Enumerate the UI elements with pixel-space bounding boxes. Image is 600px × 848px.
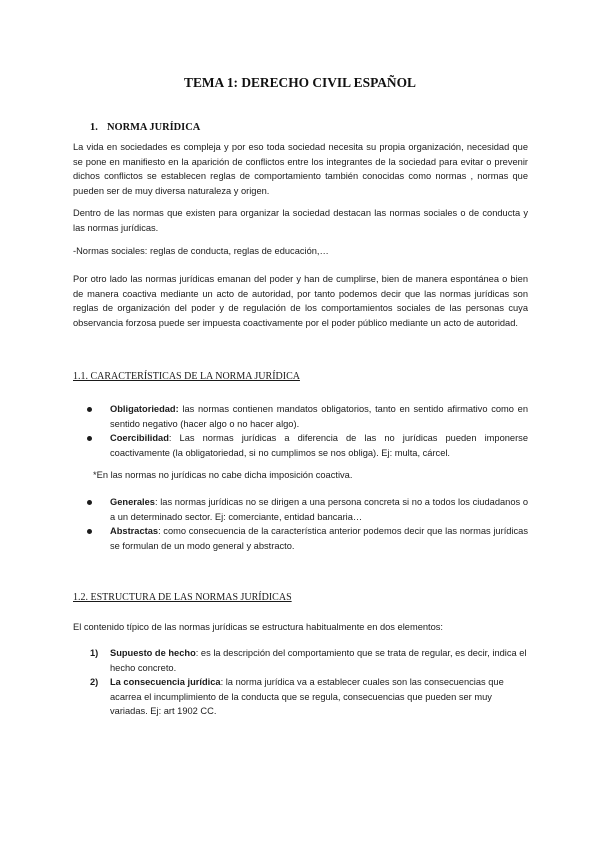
list-item-term: Generales: [110, 497, 155, 507]
subsection-heading-estructura: 1.2. ESTRUCTURA DE LAS NORMAS JURÍDICAS: [73, 592, 292, 603]
list-item-text: : como consecuencia de la característica anterior podemos decir que las normas jurídicas se formulan de un modo general y abstracto.: [110, 526, 528, 551]
bullet-icon: [87, 500, 92, 505]
paragraph-intro: La vida en sociedades es compleja y por eso toda sociedad necesita su propia organización, necesidad que se pone en manifiesto en la aparición de conflictos entre los integrantes de la sociedad para evitar o prevenir dichos conflictos se establecen reglas de comportamiento también conocidas como normas , normas que pueden ser de muy diversa naturaleza y origen.: [73, 142, 528, 196]
characteristics-list-b: [73, 495, 528, 553]
bullet-icon: [87, 407, 92, 412]
section-heading-text: NORMA JURÍDICA: [107, 122, 201, 133]
paragraph-structure-intro: El contenido típico de las normas jurídicas se estructura habitualmente en dos elementos:: [73, 622, 444, 632]
paragraph-social-norms: -Normas sociales: reglas de conducta, reglas de educación,…: [73, 246, 329, 256]
section-number: 1.: [90, 122, 98, 133]
list-item: [73, 524, 528, 553]
document-title: TEMA 1: DERECHO CIVIL ESPAÑOL: [184, 75, 416, 90]
list-item-term: Supuesto de hecho: [110, 648, 196, 658]
list-item: [73, 402, 528, 431]
list-item-marker: 1): [90, 648, 99, 658]
list-item: [73, 431, 528, 460]
paragraph-norms-types: Dentro de las normas que existen para organizar la sociedad destacan las normas sociales o de conducta y las normas jurídicas.: [73, 208, 528, 233]
list-item: [73, 495, 528, 524]
list-item-term: Coercibilidad: [110, 433, 169, 444]
bullet-icon: [87, 436, 92, 441]
bullet-icon: [87, 529, 92, 534]
list-item-term: Abstractas: [110, 526, 159, 537]
characteristics-list-a: [73, 402, 528, 460]
list-item-text: : la norma jurídica va a establecer cuales son las consecuencias que acarrea el incumplimiento de la conducta que se regula, consecuencias que pueden ser muy variadas. Ej: art 1902 CC.: [110, 677, 504, 717]
list-item-text: : las normas jurídicas no se dirigen a una persona concreta si no a todos los ciudadanos o a un determinado sector. Ej: comerciante, entidad bancaria…: [110, 497, 528, 522]
list-item-term: La consecuencia jurídica: [110, 677, 221, 688]
note-coaction: *En las normas no jurídicas no cabe dicha imposición coactiva.: [93, 470, 353, 480]
structure-list: [73, 646, 528, 719]
list-item-text: : Las normas jurídicas a diferencia de las no jurídicas pueden imponerse coactivamente (la obligatoriedad, si no cumplimos se nos obliga). Ej: multa, cárcel.: [110, 433, 528, 458]
section-heading-norma-juridica: [90, 121, 200, 136]
list-item-term: Obligatoriedad:: [110, 404, 179, 414]
subsection-heading-caracteristicas: 1.1. CARACTERÍSTICAS DE LA NORMA JURÍDICA: [73, 371, 300, 382]
list-item: [73, 646, 528, 675]
list-item: [73, 675, 528, 719]
list-item-text: : es la descripción del comportamiento que se trata de regular, es decir, indica el hecho concreto.: [110, 648, 527, 673]
list-item-marker: 2): [90, 677, 99, 688]
paragraph-legal-norms: Por otro lado las normas jurídicas emanan del poder y han de cumplirse, bien de manera espontánea o bien de manera coactiva mediante un acto de autoridad, por tanto podemos decir que las normas jurídicas son reglas de organización del poder y de regulación de los comportamientos sociales de las personas cuya observancia forzosa puede ser impuesta coactivamente por el poder público mediante un acto de autoridad.: [73, 274, 528, 328]
list-item-text: las normas contienen mandatos obligatorios, tanto en sentido afirmativo como en sentido negativo (hacer algo o no hacer algo).: [110, 404, 528, 429]
